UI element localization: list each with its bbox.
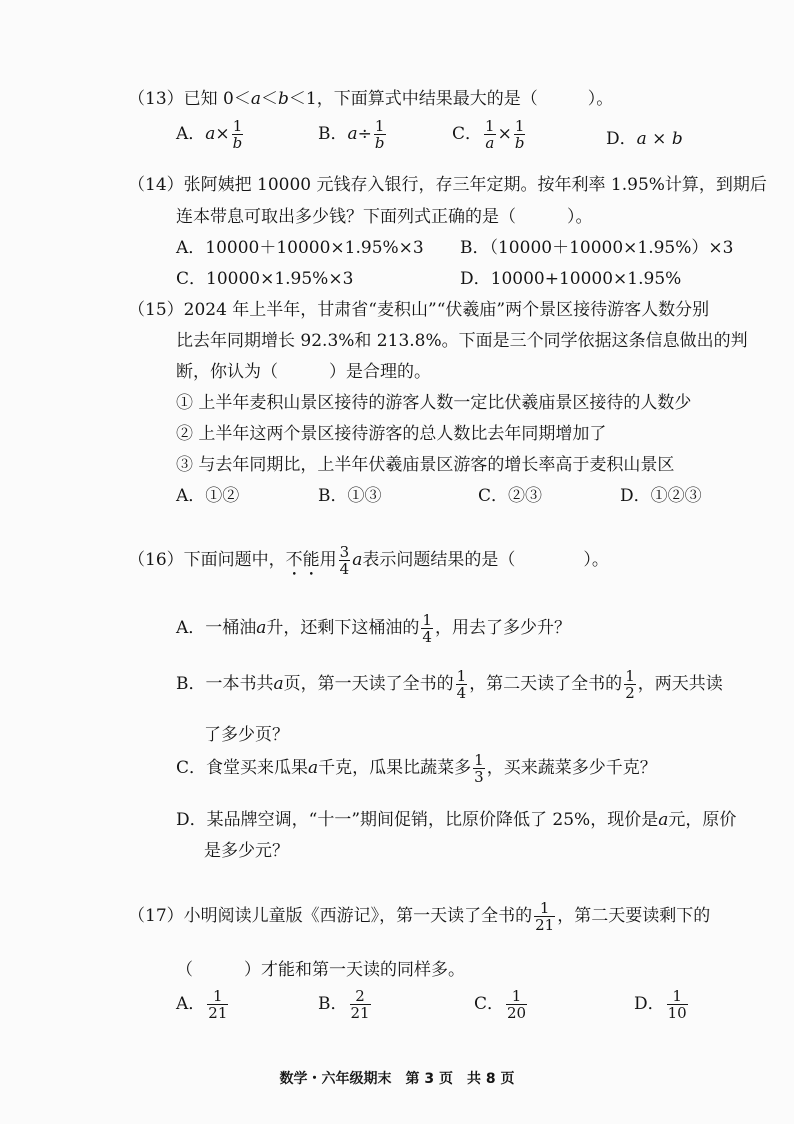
q15-option-b[interactable]: B．①③ <box>318 486 382 506</box>
fraction: $\frac{1}{10}$ <box>667 987 687 1022</box>
fraction: $\frac{3}{4}$ <box>339 543 350 578</box>
q15-line1: （15）2024 年上半年，甘肃省“麦积山”“伏羲庙”两个景区接待游客人数分别 <box>128 300 710 320</box>
q17-line2: （ ）才能和第一天读的同样多。 <box>176 960 465 980</box>
q15-statement-3: ③ 与去年同期比，上半年伏羲庙景区游客的增长率高于麦积山景区 <box>176 455 675 475</box>
q14-option-b[interactable]: B．（10000＋10000×1.95%）×3 <box>460 238 734 258</box>
fraction: $\frac{1}{21}$ <box>208 987 228 1022</box>
fraction: $\frac{1}{20}$ <box>507 987 527 1022</box>
q15-option-d[interactable]: D．①②③ <box>620 486 702 506</box>
q16-option-c[interactable]: C．食堂买来瓜果a千克，瓜果比蔬菜多 $\frac{1}{3}$ ，买来蔬菜多少千克？ <box>176 751 657 786</box>
q16-option-b[interactable]: B．一本书共a页，第一天读了全书的 $\frac{1}{4}$ ，第二天读了全书的 $\frac{1}{2}$ ，两天共读 <box>176 667 723 702</box>
fraction: $\frac{1}{a}$ <box>485 117 495 152</box>
q17-option-b[interactable]: B． $\frac{2}{21}$ <box>318 987 370 1022</box>
q14-line2: 连本带息可取出多少钱？下面列式正确的是（ ）。 <box>176 207 593 227</box>
q15-option-c[interactable]: C．②③ <box>478 486 543 506</box>
q16-option-a[interactable]: A．一桶油a升，还剩下这桶油的 $\frac{1}{4}$ ，用去了多少升？ <box>176 611 571 646</box>
q13-option-b[interactable]: B．a÷ $\frac{1}{b}$ <box>318 117 385 152</box>
q17-option-d[interactable]: D． $\frac{1}{10}$ <box>634 987 687 1022</box>
q16-number: （16） <box>128 550 184 570</box>
q14-option-a[interactable]: A．10000＋10000×1.95%×3 <box>176 238 424 258</box>
q15-option-a[interactable]: A．①② <box>176 486 240 506</box>
q16-option-d[interactable]: D．某品牌空调，“十一”期间促销，比原价降低了 25%，现价是a元，原价 <box>176 810 737 830</box>
fraction: $\frac{1}{3}$ <box>474 751 484 786</box>
fraction: $\frac{1}{4}$ <box>422 611 432 646</box>
q13-option-c[interactable]: C． $\frac{1}{a}$ × $\frac{1}{b}$ <box>452 117 525 152</box>
q15-statement-2: ② 上半年这两个景区接待游客的总人数比去年同期增加了 <box>176 424 607 444</box>
q16-option-b-line2: 了多少页？ <box>204 725 289 745</box>
fraction: $\frac{1}{4}$ <box>456 667 467 702</box>
q14-number: （14） <box>128 175 184 195</box>
q14-option-d[interactable]: D．10000+10000×1.95% <box>460 269 682 289</box>
emphasis-not: 不能 <box>285 550 320 570</box>
q15-line2: 比去年同期增长 92.3%和 213.8%。下面是三个同学依据这条信息做出的判 <box>176 331 748 351</box>
fraction: $\frac{1}{2}$ <box>625 667 635 702</box>
q13-option-d[interactable]: D．a × b <box>606 129 683 149</box>
q15-number: （15） <box>128 300 184 320</box>
q13-stem: （13）已知 0＜a＜b＜1，下面算式中结果最大的是（ ）。 <box>128 89 614 109</box>
q13-number: （13） <box>128 89 184 109</box>
q14-option-c[interactable]: C．10000×1.95%×3 <box>176 269 354 289</box>
fraction: $\frac{2}{21}$ <box>350 987 370 1022</box>
q17-option-a[interactable]: A． $\frac{1}{21}$ <box>176 987 228 1022</box>
fraction: $\frac{1}{21}$ <box>535 899 555 934</box>
q17-line1: （17）小明阅读儿童版《西游记》，第一天读了全书的 $\frac{1}{21}$ ，第二天要读剩下的 <box>128 899 711 934</box>
q16-stem: （16）下面问题中，不能用 $\frac{3}{4}$ a表示问题结果的是（ ）。 <box>128 543 609 578</box>
q15-statement-1: ① 上半年麦积山景区接待的游客人数一定比伏羲庙景区接待的人数少 <box>176 393 692 413</box>
fraction: $\frac{1}{b}$ <box>374 117 385 152</box>
page-footer: 数学・六年级期末 第 3 页 共 8 页 <box>279 1071 515 1087</box>
fraction: $\frac{1}{b}$ <box>232 117 243 152</box>
q13-option-a[interactable]: A．a× $\frac{1}{b}$ <box>176 117 243 152</box>
q17-option-c[interactable]: C． $\frac{1}{20}$ <box>474 987 527 1022</box>
q14-line1: （14）张阿姨把 10000 元钱存入银行，存三年定期。按年利率 1.95%计算，到期后 <box>128 175 767 195</box>
q15-line3: 断，你认为（ ）是合理的。 <box>176 362 431 382</box>
q17-number: （17） <box>128 906 184 926</box>
q16-option-d-line2: 是多少元？ <box>204 841 289 861</box>
fraction: $\frac{1}{b}$ <box>514 117 525 152</box>
